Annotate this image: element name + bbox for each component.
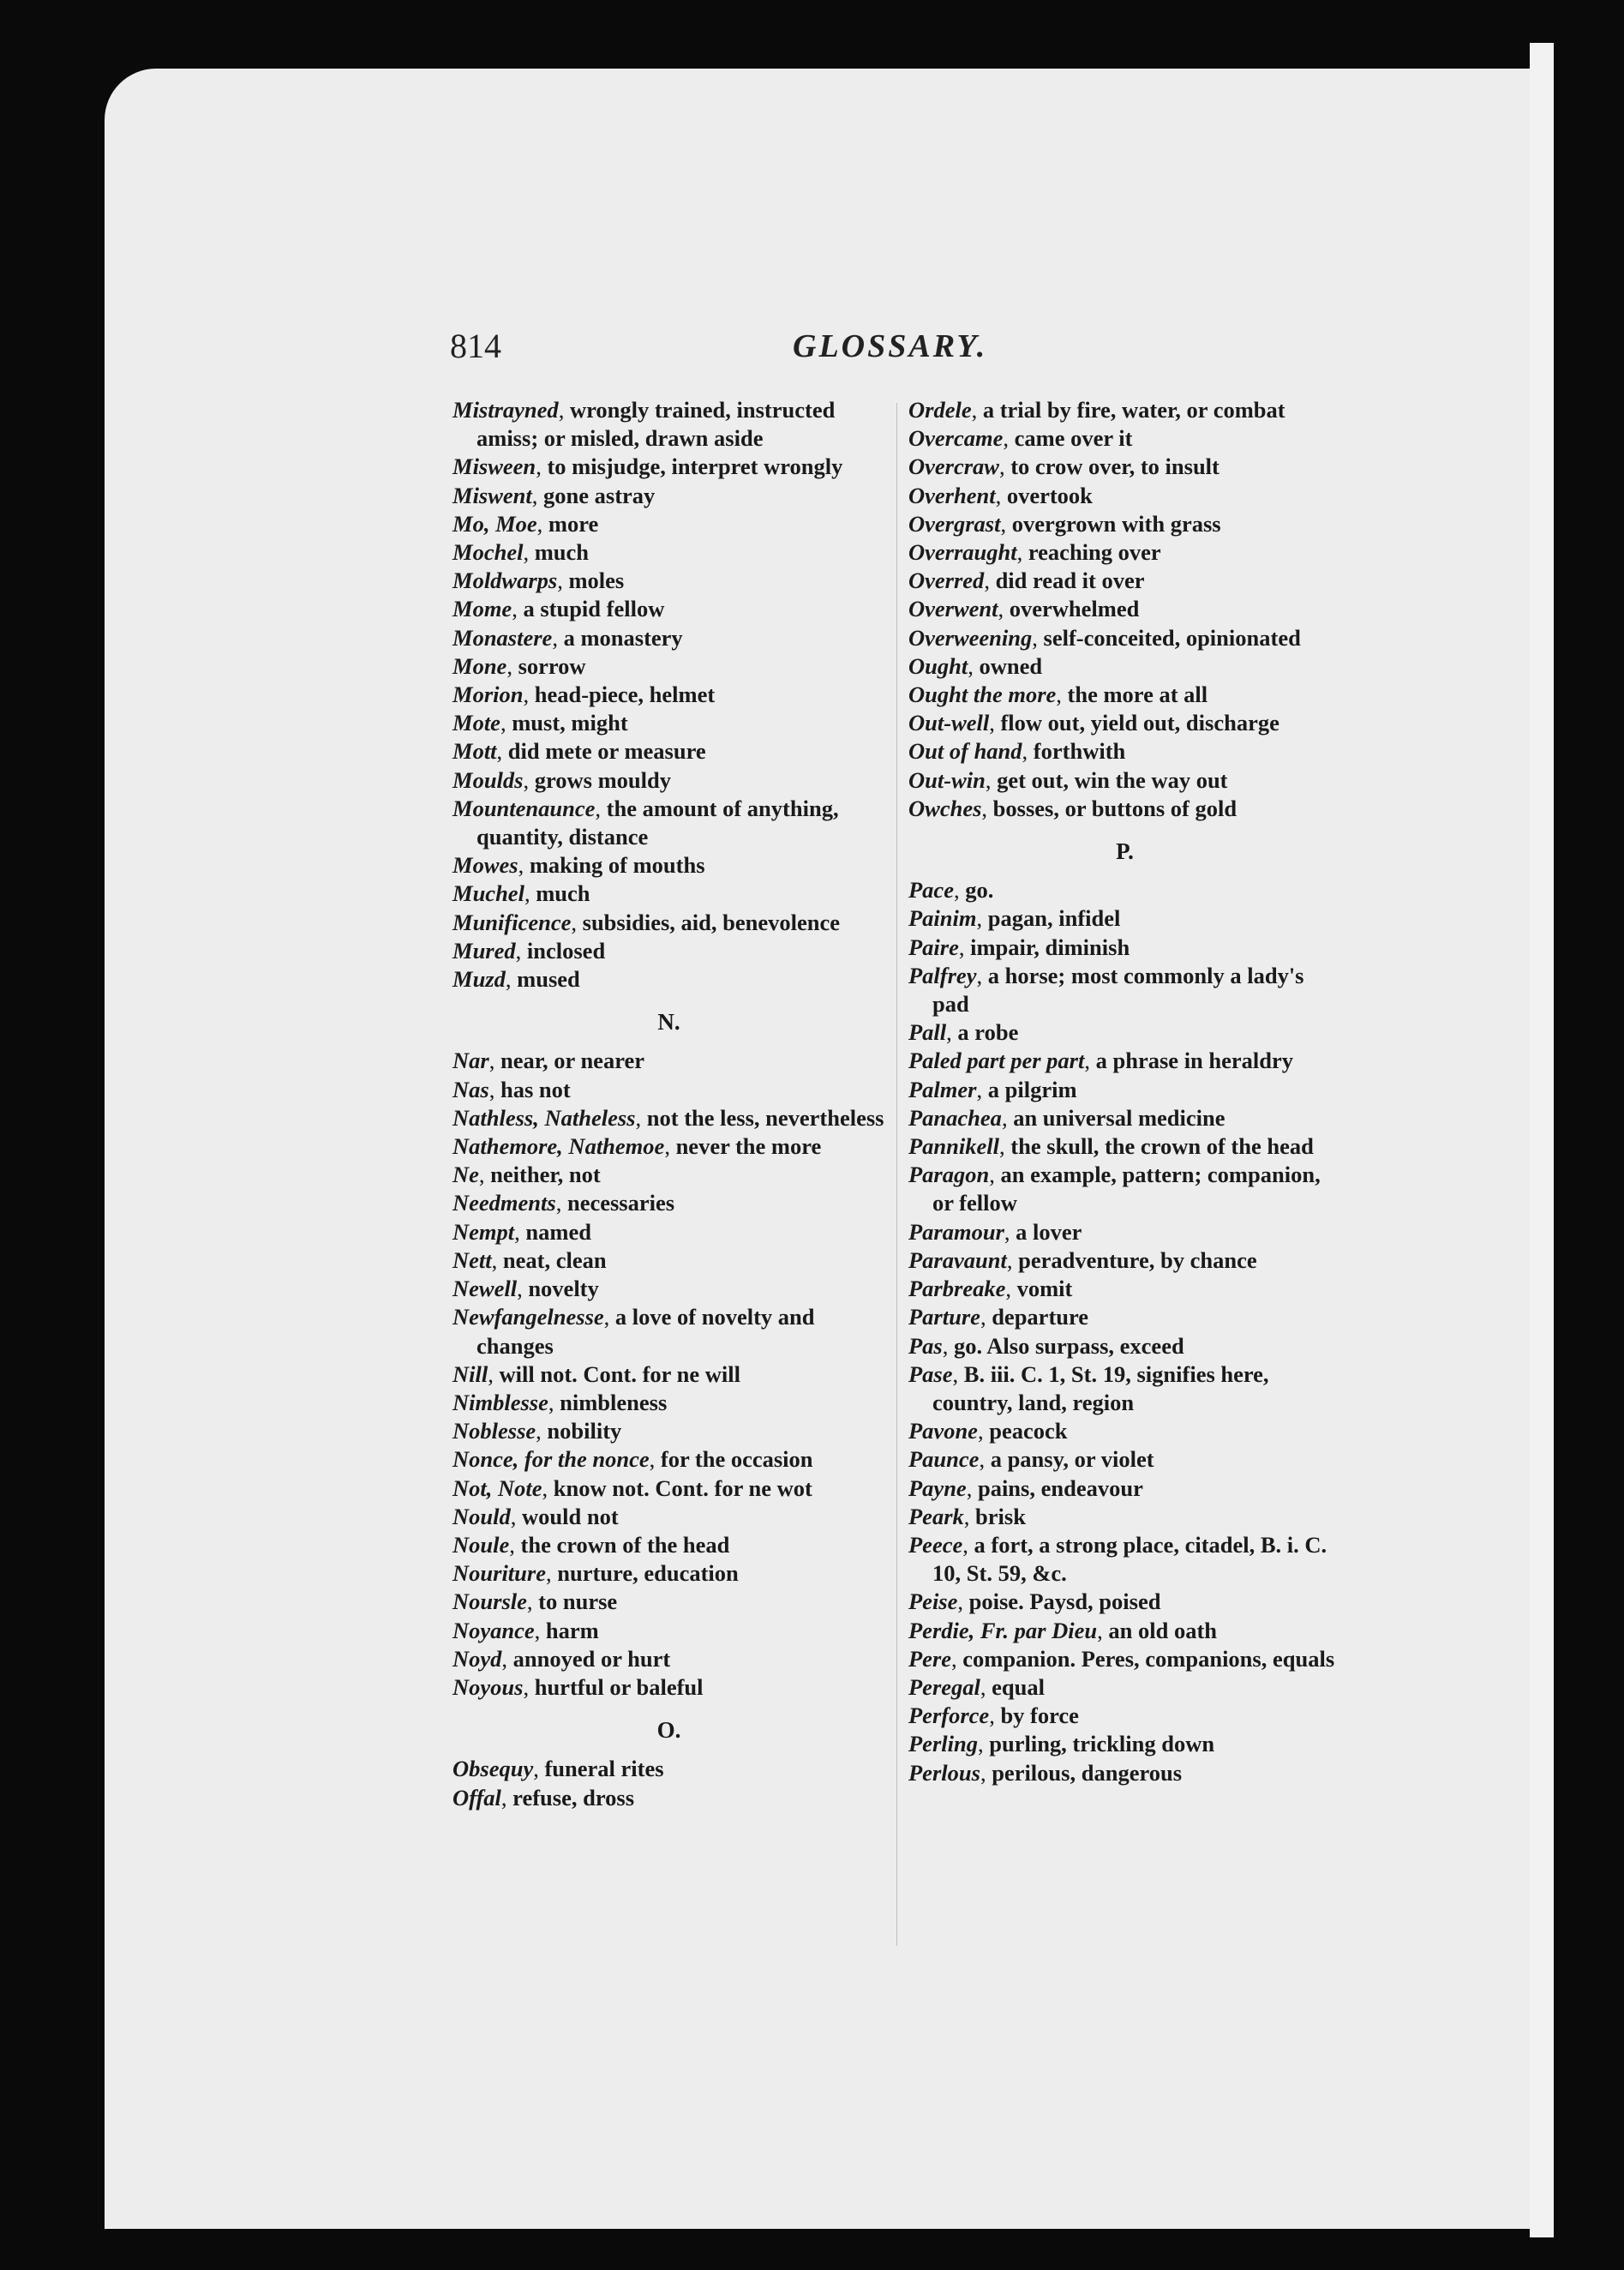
glossary-entry: Noyance, harm: [452, 1617, 599, 1643]
entry-headword: Overhent: [908, 482, 996, 508]
entry-headword: Overcame: [908, 425, 1004, 452]
entry-headword: Out of hand: [908, 738, 1022, 765]
entry-headword: Noyous: [452, 1673, 524, 1700]
entry-definition: harm: [545, 1617, 599, 1643]
entry-headword: Mott: [452, 738, 497, 765]
entry-definition: to crow over, to insult: [1010, 453, 1219, 480]
entry-definition: nimbleness: [560, 1389, 668, 1415]
entry-headword: Pere: [908, 1645, 952, 1672]
glossary-entry: Perforce, by force: [908, 1702, 1079, 1729]
entry-headword: Perling: [908, 1731, 978, 1757]
glossary-entry: Noyd, annoyed or hurt: [452, 1645, 671, 1672]
entry-headword: Mome: [452, 596, 512, 622]
entry-headword: Paravaunt: [908, 1246, 1007, 1273]
entry-headword: Overred: [908, 568, 985, 594]
glossary-entry: Panachea, an universal medicine: [908, 1104, 1225, 1131]
column-divider: [896, 403, 897, 1946]
entry-headword: Overweening: [908, 624, 1033, 651]
glossary-entry: Nathemore, Nathemoe, never the more: [452, 1133, 822, 1160]
entry-definition: peacock: [989, 1418, 1068, 1444]
glossary-entry: Pas, go. Also surpass, exceed: [908, 1332, 1184, 1359]
glossary-entry: Ne, neither, not: [452, 1162, 601, 1188]
entry-definition: to nurse: [538, 1588, 618, 1615]
entry-definition: did read it over: [995, 568, 1145, 594]
glossary-entry: Pere, companion. Peres, companions, equals: [908, 1645, 1335, 1672]
glossary-entry: Ought the more, the more at all: [908, 682, 1208, 708]
entry-headword: Noyance: [452, 1617, 535, 1643]
glossary-entry: Ought, owned: [908, 652, 1043, 679]
entry-headword: Paragon: [908, 1162, 990, 1188]
glossary-entry: Painim, pagan, infidel: [908, 905, 1121, 932]
entry-definition: for the occasion: [660, 1446, 813, 1473]
entry-headword: Miswent: [452, 482, 532, 508]
entry-headword: Offal: [452, 1784, 501, 1811]
glossary-entry: Paravaunt, peradventure, by chance: [908, 1246, 1257, 1273]
entry-headword: Mochel: [452, 539, 524, 566]
entry-headword: Munificence: [452, 909, 572, 935]
glossary-entry: Newfangelnesse, a love of novelty and changes: [452, 1304, 815, 1359]
entry-definition: sorrow: [518, 652, 586, 679]
glossary-entry: Paled part per part, a phrase in heraldry: [908, 1048, 1294, 1074]
entry-definition: companion. Peres, companions, equals: [962, 1645, 1335, 1672]
entry-definition: did mete or measure: [507, 738, 706, 765]
glossary-entry: Mo, Moe, more: [452, 510, 599, 537]
glossary-entry: Overcraw, to crow over, to insult: [908, 453, 1219, 480]
glossary-entry: Not, Note, know not. Cont. for ne wot: [452, 1474, 812, 1501]
glossary-entry: Overraught, reaching over: [908, 539, 1161, 566]
entry-definition: overwhelmed: [1009, 596, 1140, 622]
entry-definition: reaching over: [1028, 539, 1161, 566]
glossary-entry: Nill, will not. Cont. for ne will: [452, 1360, 740, 1387]
entry-headword: Peise: [908, 1588, 958, 1615]
entry-definition: subsidies, aid, benevolence: [582, 909, 841, 935]
glossary-entry: Out-well, flow out, yield out, discharge: [908, 710, 1279, 736]
glossary-entry: Nimblesse, nimbleness: [452, 1389, 668, 1415]
entry-headword: Paled part per part: [908, 1048, 1085, 1074]
entry-headword: Noursle: [452, 1588, 527, 1615]
entry-headword: Owches: [908, 795, 982, 821]
entry-definition: necessaries: [566, 1190, 675, 1216]
entry-definition: by force: [1000, 1702, 1079, 1729]
entry-headword: Nonce, for the nonce: [452, 1446, 650, 1473]
entry-headword: Noule: [452, 1531, 510, 1558]
entry-definition: overtook: [1006, 482, 1093, 508]
glossary-entry: Parture, departure: [908, 1304, 1089, 1330]
entry-headword: Nill: [452, 1360, 488, 1387]
entry-headword: Nar: [452, 1048, 489, 1074]
glossary-entry: Overweening, self-conceited, opinionated: [908, 624, 1301, 651]
entry-headword: Not, Note: [452, 1474, 542, 1501]
glossary-entry: Nouriture, nurture, education: [452, 1560, 739, 1587]
entry-definition: much: [534, 539, 590, 566]
glossary-entry: Misween, to misjudge, interpret wrongly: [452, 453, 843, 480]
entry-headword: Overgrast: [908, 510, 1001, 537]
entry-headword: Moldwarps: [452, 568, 558, 594]
entry-headword: Moulds: [452, 766, 524, 793]
entry-headword: Mo, Moe: [452, 510, 537, 537]
glossary-entry: Obsequy, funeral rites: [452, 1756, 664, 1782]
entry-definition: a pilgrim: [987, 1076, 1077, 1102]
entry-headword: Paramour: [908, 1218, 1004, 1245]
entry-definition: novelty: [528, 1276, 599, 1302]
entry-headword: Nouriture: [452, 1560, 546, 1587]
entry-definition: the crown of the head: [520, 1531, 730, 1558]
entry-definition: has not: [500, 1076, 571, 1102]
glossary-entry: Morion, head-piece, helmet: [452, 682, 716, 708]
entry-headword: Nimblesse: [452, 1389, 548, 1415]
entry-headword: Noyd: [452, 1645, 502, 1672]
entry-definition: the skull, the crown of the head: [1010, 1133, 1314, 1160]
entry-headword: Peark: [908, 1503, 964, 1529]
glossary-entry: Payne, pains, endeavour: [908, 1474, 1143, 1501]
entry-headword: Muzd: [452, 966, 506, 993]
page-header: [450, 326, 988, 377]
glossary-entry: Mountenaunce, the amount of anything, quantity, distance: [452, 795, 839, 850]
entry-headword: Nas: [452, 1076, 489, 1102]
entry-headword: Paunce: [908, 1446, 980, 1473]
entry-definition: will not. Cont. for ne will: [499, 1360, 740, 1387]
glossary-entry: Noursle, to nurse: [452, 1588, 618, 1615]
entry-definition: nurture, education: [557, 1560, 739, 1587]
glossary-entry: Paramour, a lover: [908, 1218, 1082, 1245]
entry-definition: peradventure, by chance: [1018, 1246, 1257, 1273]
entry-headword: Needments: [452, 1190, 556, 1216]
entry-headword: Pas: [908, 1332, 943, 1359]
entry-definition: near, or nearer: [500, 1048, 644, 1074]
entry-definition: pagan, infidel: [987, 905, 1121, 932]
glossary-entry: Pace, go.: [908, 877, 994, 904]
section-letter: O.: [656, 1717, 681, 1744]
glossary-entry: Mote, must, might: [452, 710, 628, 736]
entry-definition: refuse, dross: [512, 1784, 635, 1811]
entry-headword: Parbreake: [908, 1276, 1006, 1302]
glossary-entry: Mistrayned, wrongly trained, instructed amiss; or misled, drawn aside: [452, 397, 836, 452]
entry-headword: Panachea: [908, 1104, 1002, 1131]
glossary-entry: Muzd, mused: [452, 966, 580, 993]
entry-headword: Palfrey: [908, 962, 977, 988]
glossary-entry: Overwent, overwhelmed: [908, 596, 1140, 622]
entry-headword: Pace: [908, 877, 954, 904]
entry-definition: perilous, dangerous: [992, 1759, 1183, 1786]
glossary-entry: Needments, necessaries: [452, 1190, 675, 1216]
glossary-entry: Out-win, get out, win the way out: [908, 766, 1228, 793]
entry-headword: Muchel: [452, 880, 524, 907]
entry-headword: Payne: [908, 1474, 967, 1501]
entry-headword: Ordele: [908, 397, 972, 423]
entry-headword: Newell: [452, 1276, 518, 1302]
entry-definition: owned: [979, 652, 1043, 679]
glossary-entry: Muchel, much: [452, 880, 590, 907]
glossary-entry: Perdie, Fr. par Dieu, an old oath: [908, 1617, 1218, 1643]
entry-definition: go. Also surpass, exceed: [954, 1332, 1184, 1359]
glossary-entry: Nonce, for the nonce, for the occasion: [452, 1446, 813, 1473]
glossary-entry: Mone, sorrow: [452, 652, 586, 679]
entry-headword: Nathless, Natheless: [452, 1104, 636, 1131]
entry-definition: equal: [992, 1673, 1045, 1700]
glossary-entry: Overhent, overtook: [908, 482, 1093, 508]
glossary-entry: Perlous, perilous, dangerous: [908, 1759, 1183, 1786]
entry-definition: bosses, or buttons of gold: [992, 795, 1237, 821]
entry-definition: poise. Paysd, poised: [968, 1588, 1161, 1615]
glossary-entry: Nett, neat, clean: [452, 1246, 607, 1273]
entry-headword: Palmer: [908, 1076, 977, 1102]
entry-definition: to misjudge, interpret wrongly: [547, 453, 843, 480]
glossary-entry: Nas, has not: [452, 1076, 571, 1102]
entry-definition: brisk: [975, 1503, 1026, 1529]
glossary-entry: Mome, a stupid fellow: [452, 596, 665, 622]
entry-definition: a horse; most commonly a lady's pad: [932, 962, 1304, 1018]
entry-headword: Parture: [908, 1304, 980, 1330]
entry-definition: overgrown with grass: [1011, 510, 1221, 537]
glossary-entry: Paunce, a pansy, or violet: [908, 1446, 1154, 1473]
entry-definition: never the more: [675, 1133, 822, 1160]
glossary-entry: Out of hand, forthwith: [908, 738, 1126, 765]
entry-headword: Pannikell: [908, 1133, 1000, 1160]
entry-definition: much: [536, 880, 590, 907]
entry-headword: Pavone: [908, 1418, 978, 1444]
entry-definition: mused: [517, 966, 580, 993]
entry-definition: a stupid fellow: [523, 596, 665, 622]
glossary-entry: Overcame, came over it: [908, 425, 1133, 452]
entry-headword: Mured: [452, 937, 516, 964]
glossary-entry: Paire, impair, diminish: [908, 934, 1130, 960]
glossary-entry: Mochel, much: [452, 539, 590, 566]
entry-headword: Mone: [452, 652, 507, 679]
entry-definition: named: [525, 1218, 591, 1245]
entry-headword: Newfangelnesse: [452, 1304, 604, 1330]
glossary-entry: Miswent, gone astray: [452, 482, 656, 508]
entry-definition: head-piece, helmet: [534, 682, 716, 708]
glossary-entry: Ordele, a trial by fire, water, or combat: [908, 397, 1285, 423]
glossary-entry: Munificence, subsidies, aid, benevolence: [452, 909, 841, 935]
glossary-entry: Overred, did read it over: [908, 568, 1145, 594]
section-letter: N.: [657, 1009, 680, 1036]
entry-headword: Out-win: [908, 766, 986, 793]
entry-headword: Mountenaunce: [452, 795, 596, 821]
entry-headword: Overraught: [908, 539, 1017, 566]
entry-definition: came over it: [1014, 425, 1133, 452]
entry-definition: must, might: [512, 710, 628, 736]
glossary-entry: Paragon, an example, pattern; companion, or fellow: [908, 1162, 1321, 1216]
entry-definition: a fort, a strong place, citadel, B. i. C. 10, St. 59, &c.: [932, 1531, 1327, 1587]
entry-definition: departure: [992, 1304, 1089, 1330]
entry-definition: pains, endeavour: [977, 1474, 1143, 1501]
entry-definition: the amount of anything, quantity, distance: [476, 795, 839, 850]
entry-headword: Perforce: [908, 1702, 990, 1729]
entry-definition: inclosed: [526, 937, 606, 964]
entry-definition: annoyed or hurt: [512, 1645, 671, 1672]
glossary-entry: Parbreake, vomit: [908, 1276, 1073, 1302]
glossary-entry: Monastere, a monastery: [452, 624, 683, 651]
entry-headword: Overwent: [908, 596, 998, 622]
page-edge: [1530, 43, 1554, 2237]
entry-headword: Painim: [908, 905, 977, 932]
entry-headword: Pase: [908, 1360, 953, 1387]
entry-headword: Pall: [908, 1019, 947, 1046]
glossary-entry: Noyous, hurtful or baleful: [452, 1673, 704, 1700]
entry-definition: neither, not: [490, 1162, 601, 1188]
glossary-entry: Pavone, peacock: [908, 1418, 1068, 1444]
entry-definition: nobility: [547, 1418, 622, 1444]
entry-headword: Nempt: [452, 1218, 515, 1245]
entry-definition: vomit: [1016, 1276, 1073, 1302]
glossary-entry: Moulds, grows mouldy: [452, 766, 672, 793]
glossary-entry: Offal, refuse, dross: [452, 1784, 635, 1811]
glossary-entry: Peece, a fort, a strong place, citadel, B. i. C. 10, St. 59, &c.: [908, 1531, 1327, 1587]
entry-definition: B. iii. C. 1, St. 19, signifies here, country, land, region: [932, 1360, 1269, 1415]
entry-headword: Ne: [452, 1162, 479, 1188]
glossary-entry: Pall, a robe: [908, 1019, 1019, 1046]
glossary-entry: Pase, B. iii. C. 1, St. 19, signifies here, country, land, region: [908, 1360, 1269, 1415]
running-title: GLOSSARY.: [793, 328, 988, 364]
entry-definition: funeral rites: [544, 1756, 664, 1782]
entry-definition: a phrase in heraldry: [1095, 1048, 1294, 1074]
entry-definition: more: [548, 510, 599, 537]
glossary-entry: Mowes, making of mouths: [452, 852, 705, 879]
entry-definition: self-conceited, opinionated: [1043, 624, 1301, 651]
entry-definition: a robe: [957, 1019, 1019, 1046]
page-number: 814: [450, 327, 501, 365]
entry-definition: gone astray: [543, 482, 656, 508]
entry-definition: a love of novelty and changes: [476, 1304, 815, 1359]
entry-definition: know not. Cont. for ne wot: [553, 1474, 812, 1501]
glossary-entry: Mured, inclosed: [452, 937, 606, 964]
entry-definition: flow out, yield out, discharge: [1000, 710, 1279, 736]
entry-headword: Mowes: [452, 852, 518, 879]
glossary-entry: Mott, did mete or measure: [452, 738, 706, 765]
entry-definition: impair, diminish: [970, 934, 1130, 960]
section-letter: P.: [1116, 838, 1134, 865]
entry-definition: the more at all: [1067, 682, 1208, 708]
entry-definition: neat, clean: [502, 1246, 607, 1273]
glossary-entry: Moldwarps, moles: [452, 568, 625, 594]
glossary-entry: Nar, near, or nearer: [452, 1048, 644, 1074]
entry-definition: an example, pattern; companion, or fellow: [932, 1162, 1321, 1216]
entry-headword: Ought the more: [908, 682, 1057, 708]
entry-headword: Overcraw: [908, 453, 999, 480]
entry-definition: an old oath: [1108, 1617, 1218, 1643]
entry-definition: a pansy, or violet: [990, 1446, 1154, 1473]
glossary-entry: Nould, would not: [452, 1503, 619, 1529]
entry-definition: not the less, nevertheless: [646, 1104, 884, 1131]
entry-headword: Morion: [452, 682, 524, 708]
glossary-entry: Nathless, Natheless, not the less, nevertheless: [452, 1104, 884, 1131]
glossary-entry: Newell, novelty: [452, 1276, 599, 1302]
entry-definition: grows mouldy: [534, 766, 672, 793]
glossary-entry: Palfrey, a horse; most commonly a lady's pad: [908, 962, 1304, 1018]
entry-headword: Noblesse: [452, 1418, 536, 1444]
entry-headword: Monastere: [452, 624, 553, 651]
glossary-entry: Overgrast, overgrown with grass: [908, 510, 1221, 537]
entry-headword: Paire: [908, 934, 959, 960]
entry-definition: a trial by fire, water, or combat: [982, 397, 1285, 423]
glossary-entry: Noule, the crown of the head: [452, 1531, 730, 1558]
entry-headword: Nould: [452, 1503, 511, 1529]
entry-definition: purling, trickling down: [989, 1731, 1215, 1757]
entry-definition: hurtful or baleful: [534, 1673, 704, 1700]
glossary-entry: Perling, purling, trickling down: [908, 1731, 1215, 1757]
entry-definition: moles: [568, 568, 625, 594]
entry-headword: Obsequy: [452, 1756, 534, 1782]
entry-definition: go.: [965, 877, 994, 904]
entry-headword: Nathemore, Nathemoe: [452, 1133, 665, 1160]
entry-headword: Mote: [452, 710, 500, 736]
glossary-entry: Nempt, named: [452, 1218, 591, 1245]
entry-definition: get out, win the way out: [997, 766, 1228, 793]
entry-definition: would not: [522, 1503, 619, 1529]
glossary-entry: Pannikell, the skull, the crown of the head: [908, 1133, 1314, 1160]
glossary-entry: Peregal, equal: [908, 1673, 1045, 1700]
entry-headword: Misween: [452, 453, 536, 480]
entry-headword: Out-well: [908, 710, 990, 736]
entry-headword: Peregal: [908, 1673, 980, 1700]
entry-definition: a monastery: [563, 624, 683, 651]
entry-headword: Mistrayned: [452, 397, 559, 423]
glossary-entry: Palmer, a pilgrim: [908, 1076, 1077, 1102]
glossary-entry: Noblesse, nobility: [452, 1418, 622, 1444]
glossary-entry: Owches, bosses, or buttons of gold: [908, 795, 1237, 821]
entry-headword: Perdie, Fr. par Dieu: [908, 1617, 1098, 1643]
entry-definition: wrongly trained, instructed amiss; or misled, drawn aside: [476, 397, 836, 452]
entry-headword: Nett: [452, 1246, 492, 1273]
entry-definition: a lover: [1016, 1218, 1082, 1245]
glossary-entry: Peise, poise. Paysd, poised: [908, 1588, 1161, 1615]
entry-headword: Ought: [908, 652, 968, 679]
glossary-entry: Peark, brisk: [908, 1503, 1026, 1529]
entry-headword: Peece: [908, 1531, 963, 1558]
entry-definition: an universal medicine: [1013, 1104, 1225, 1131]
entry-definition: making of mouths: [529, 852, 705, 879]
entry-definition: forthwith: [1033, 738, 1126, 765]
entry-headword: Perlous: [908, 1759, 980, 1786]
glossary-left-column: [452, 396, 885, 1812]
glossary-right-column: [908, 396, 1341, 1787]
